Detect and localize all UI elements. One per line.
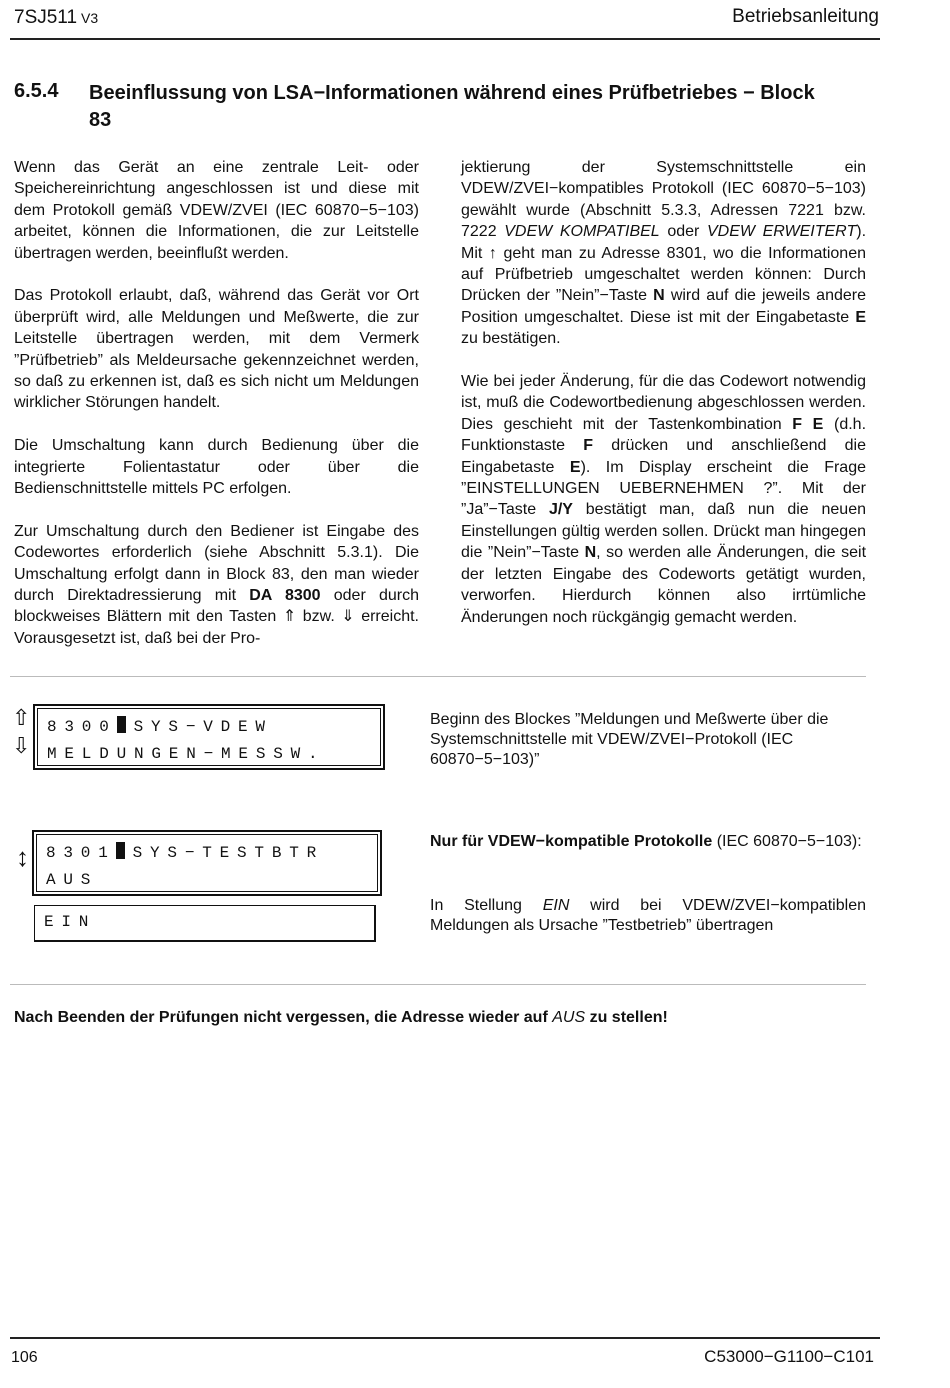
text: oder durch blockweises Blättern mit den Tasten ⇑ bzw. ⇓ erreicht. Vorausgesetzt ist, daß bei der Pro- [14, 587, 419, 647]
lcd-line2: MELDUNGEN−MESSW. [47, 745, 326, 763]
up-down-arrow-icon: ↕ [16, 842, 29, 872]
header-rule [10, 38, 880, 40]
text: (IEC 60870−5−103): [712, 833, 862, 850]
right-paragraph-1 [461, 157, 866, 350]
document-code: C53000−G1100−C101 [704, 1347, 874, 1366]
left-paragraph-2: Das Protokoll erlaubt, daß, während das Gerät vor Ort überprüft wird, alle Meldungen und Meßwerte, die zur Leitstelle übertragen werden, mit dem Vermerk ”Prüfbetrieb” als Meldeursache gekennzeichnet werden, so daß zu erkennen ist, daß es sich nicht um Meldungen wirklicher Störungen handelt. [14, 287, 419, 412]
right-paragraph-2 [461, 371, 866, 628]
key-name: J/Y [548, 501, 573, 519]
text: zu bestätigen. [461, 330, 561, 348]
page-down-arrow-icon: ⇩ [12, 733, 31, 758]
key-name: F [583, 437, 594, 455]
section-number: 6.5.4 [14, 80, 59, 102]
lcd-cursor [117, 716, 126, 733]
left-paragraph-1: Wenn das Gerät an eine zentrale Leit- oder Speichereinrichtung angeschlossen ist und diese mit dem Protokoll gemäß VDEW/ZVEI (IEC 60870−5−103) arbeitet, können die Informationen, die zur Leitstelle übertragen werden, beeinflußt werden. [14, 159, 419, 262]
key-name: E [569, 458, 581, 476]
text: (d.h. Funktionstaste [461, 415, 867, 455]
text: wird bei VDEW/ZVEI−kompatiblen Meldungen als Ursache ”Testbetrieb” übertragen [430, 897, 866, 934]
lcd-display-block [33, 704, 385, 770]
page-up-arrow-icon: ⇧ [12, 705, 31, 730]
lcd-line2: AUS [46, 871, 99, 889]
section-title: Beeinflussung von LSA−Informationen während eines Prüfbetriebes − Block 83 [89, 82, 815, 131]
text: , so werden alle Änderungen, die seit der letzten Eingabe des Codeworts getätigt wurden, verworfen. Hierdurch können also irrtümliche Änderungen noch rückgängig gemacht werden. [461, 544, 867, 626]
left-column [14, 157, 419, 671]
key-name: F E [792, 415, 824, 433]
left-paragraph-4 [14, 521, 419, 649]
text: ). Im Display erscheint die Frage ”EINSTELLUNGEN UEBERNEHMEN ?”. Mit der ”Ja”−Taste [461, 458, 866, 519]
lcd-address: 8301 [46, 844, 116, 862]
divider [10, 984, 866, 985]
header-doc-title: Betriebsanleitung [732, 6, 879, 27]
text: Nach Beenden der Prüfungen nicht vergessen, die Adresse wieder auf [14, 1009, 553, 1026]
key-name: E [855, 308, 866, 326]
page-number: 106 [11, 1349, 38, 1366]
model-name: 7SJ511 [14, 7, 78, 28]
display1-description: Beginn des Blockes ”Meldungen und Meßwerte über die Systemschnittstelle mit VDEW/ZVEI−Protokoll (IEC 60870−5−103)” [430, 711, 829, 768]
final-note [14, 1009, 668, 1027]
lcd-line1: SYS−TESTBTR [132, 844, 325, 862]
text: bestätigt man, daß nun die neuen Einstellungen gültig werden sollen. Drückt man hingegen die ”Nein”−Taste [461, 501, 866, 562]
option-name: VDEW ERWEITERT [706, 223, 857, 241]
display2-description [430, 832, 866, 852]
text: In Stellung [430, 897, 543, 914]
direct-address: DA 8300 [249, 587, 321, 605]
text: zu stellen! [585, 1009, 668, 1026]
model-version: V3 [81, 10, 99, 26]
option-name: EIN [542, 897, 570, 914]
text: jektierung der Systemschnittstelle ein VDEW/ZVEI−kompatibles Protokoll (IEC 60870−5−103) gewählt wurde (Abschnitt 5.3.3, Adressen 7221 bzw. 7222 [461, 159, 866, 241]
text: wird auf die jeweils andere Position umgeschaltet. Diese ist mit der Eingabetaste [461, 287, 866, 326]
lcd-line1: SYS−VDEW [133, 718, 273, 736]
footer-rule [10, 1337, 880, 1339]
left-paragraph-3: Die Umschaltung kann durch Bedienung über die integrierte Folientastatur oder über die Bedienschnittstelle mittels PC erfolgen. [14, 437, 419, 498]
option-value: EIN [44, 913, 97, 931]
option-box [34, 905, 376, 942]
text: oder [659, 223, 707, 241]
text: Zur Umschaltung durch den Bediener ist Eingabe des Codewortes erforderlich (siehe Abschnitt 5.3.1). Die Umschaltung erfolgt dann in Block 83, den man wieder durch Direktadressierung mit [14, 522, 419, 605]
lcd-screen [37, 708, 381, 766]
key-name: N [584, 544, 597, 562]
divider [10, 676, 866, 677]
right-column [461, 157, 866, 649]
key-name: N [653, 287, 665, 305]
lcd-display-address [32, 830, 382, 896]
lcd-screen [36, 834, 378, 892]
lcd-cursor [116, 842, 125, 859]
option-name: VDEW KOMPATIBEL [504, 223, 660, 241]
header-model [14, 7, 98, 29]
text: ). Mit ↑ geht man zu Adresse 8301, wo die Informationen auf Prüfbetrieb umgeschaltet werden können: Durch Drücken der ”Nein”−Taste [461, 223, 867, 305]
option-name: AUS [552, 1009, 586, 1026]
note-heading: Nur für VDEW−kompatible Protokolle [430, 833, 713, 850]
display2-description-2 [430, 896, 866, 936]
text: Wie bei jeder Änderung, für die das Codewort notwendig ist, muß die Codewortbedienung abgeschlossen werden. Dies geschieht mit der Tastenkombination [461, 373, 866, 433]
lcd-address: 8300 [47, 718, 117, 736]
text: drücken und anschließend die Eingabetaste [461, 437, 867, 476]
